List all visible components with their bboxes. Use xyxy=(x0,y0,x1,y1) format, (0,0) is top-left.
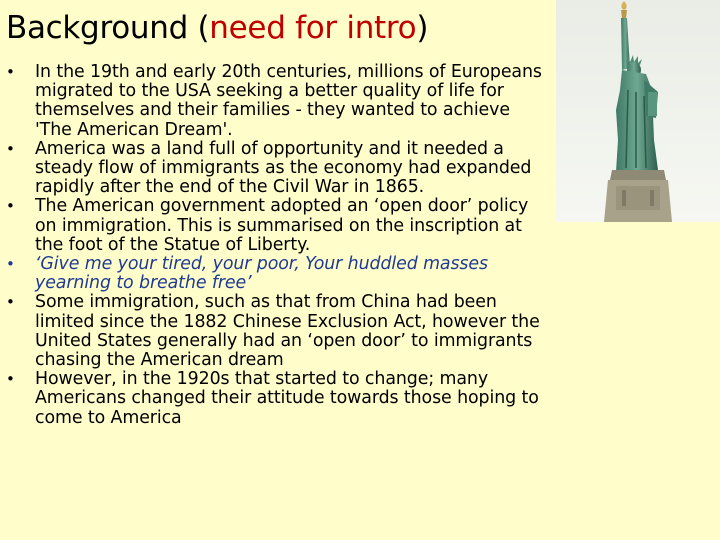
bullet-item xyxy=(6,140,552,198)
bullet-text: However, in the 1920s that started to change; many Americans changed their attitude towards those hoping to come to America xyxy=(35,369,539,428)
bullet-dot: • xyxy=(6,370,15,389)
bullet-dot: • xyxy=(6,139,15,158)
slide-title xyxy=(6,8,428,48)
bullet-dot: • xyxy=(6,63,15,81)
title-close: ) xyxy=(416,10,429,46)
title-accent: need for intro xyxy=(209,10,417,46)
bullet-dot: • xyxy=(6,293,15,312)
bullet-list xyxy=(6,63,552,428)
bullet-text: Some immigration, such as that from China had been limited since the 1882 Chinese Exclusion Act, however the United States generally had an ‘open door’ to immigrants chasing the American dream xyxy=(35,292,540,371)
bullet-text: ‘Give me your tired, your poor, Your huddled masses yearning to breathe free’ xyxy=(35,254,488,294)
bullet-text: The American government adopted an ‘open door’ policy on immigration. This is summarised on the inscription at the foot of the Statue of Liberty. xyxy=(35,196,529,255)
bullet-item xyxy=(6,197,552,255)
bullet-dot: • xyxy=(6,255,15,274)
bullet-text: In the 19th and early 20th centuries, millions of Europeans migrated to the USA seeking a better quality of life for themselves and their families - they wanted to achieve 'The American Dream'. xyxy=(35,62,542,140)
bullet-text: America was a land full of opportunity and it needed a steady flow of immigrants as the economy had expanded rapidly after the end of the Civil War in 1865. xyxy=(35,138,532,198)
bullet-item xyxy=(6,293,552,370)
statue-of-liberty-photo xyxy=(556,0,720,222)
bullet-dot: • xyxy=(6,197,15,216)
bullet-item xyxy=(6,63,552,140)
bullet-item xyxy=(6,370,552,428)
title-main: Background ( xyxy=(6,10,210,46)
bullet-item-quote xyxy=(6,255,552,293)
